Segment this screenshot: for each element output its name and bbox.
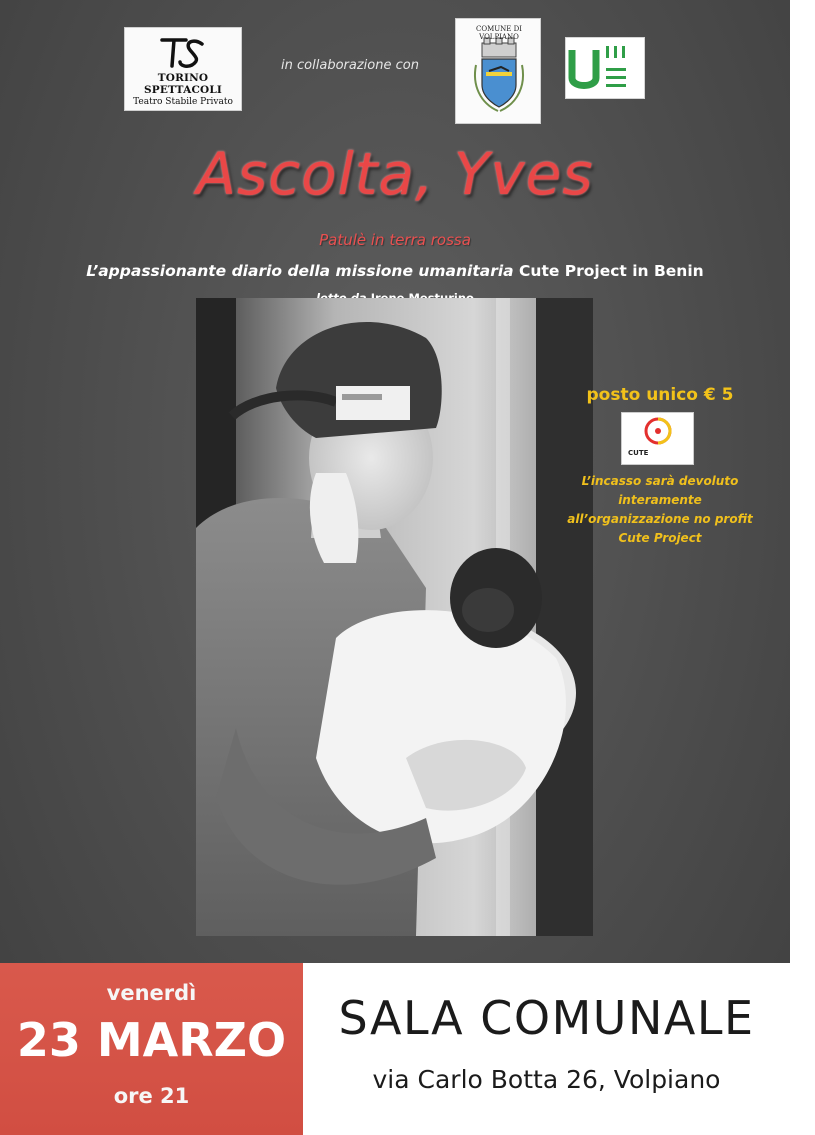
venue-name: SALA COMUNALE [338,991,755,1045]
comune-name: COMUNE DI VOLPIANO [476,25,522,41]
event-date-box [0,963,303,1135]
nurse-with-baby-photo [196,298,593,936]
ts-subtitle: Teatro Stabile Privato [133,97,233,107]
donation-note [560,472,760,548]
donation-line: L’incasso sarà devoluto [581,474,739,488]
cute-heart-icon [622,413,695,453]
donation-line: Cute Project [618,531,702,545]
event-time: ore 21 [113,1084,190,1108]
cute-label: CUTE [628,449,649,457]
ts-monogram-icon [156,34,210,70]
u-logo [565,37,645,99]
event-date: 23 MARZO [16,1013,287,1067]
photo-illustration [196,298,593,936]
venue-address: via Carlo Botta 26, Volpiano [372,1065,721,1094]
subtitle-description-italic: L’appassionante diario della missione umanitaria [86,262,514,280]
subtitle-patule: Patulè in terra rossa [319,231,471,249]
comune-volpiano-logo [455,18,541,124]
subtitle-description [0,262,790,280]
venue-box [303,963,790,1135]
donation-line: all’organizzazione no profit [567,512,753,526]
ticket-price: posto unico € 5 [586,385,734,405]
torino-spettacoli-logo [124,27,242,111]
event-title: Ascolta, Yves [196,140,594,208]
subtitle-description-bold: Cute Project in Benin [513,262,704,280]
ts-name: TORINO SPETTACOLI [143,72,223,96]
cute-project-logo [621,412,694,465]
u-monogram-icon [566,38,644,98]
collaboration-text: in collaborazione con [281,58,419,73]
donation-line: interamente [618,493,702,507]
event-day: venerdì [106,981,197,1005]
